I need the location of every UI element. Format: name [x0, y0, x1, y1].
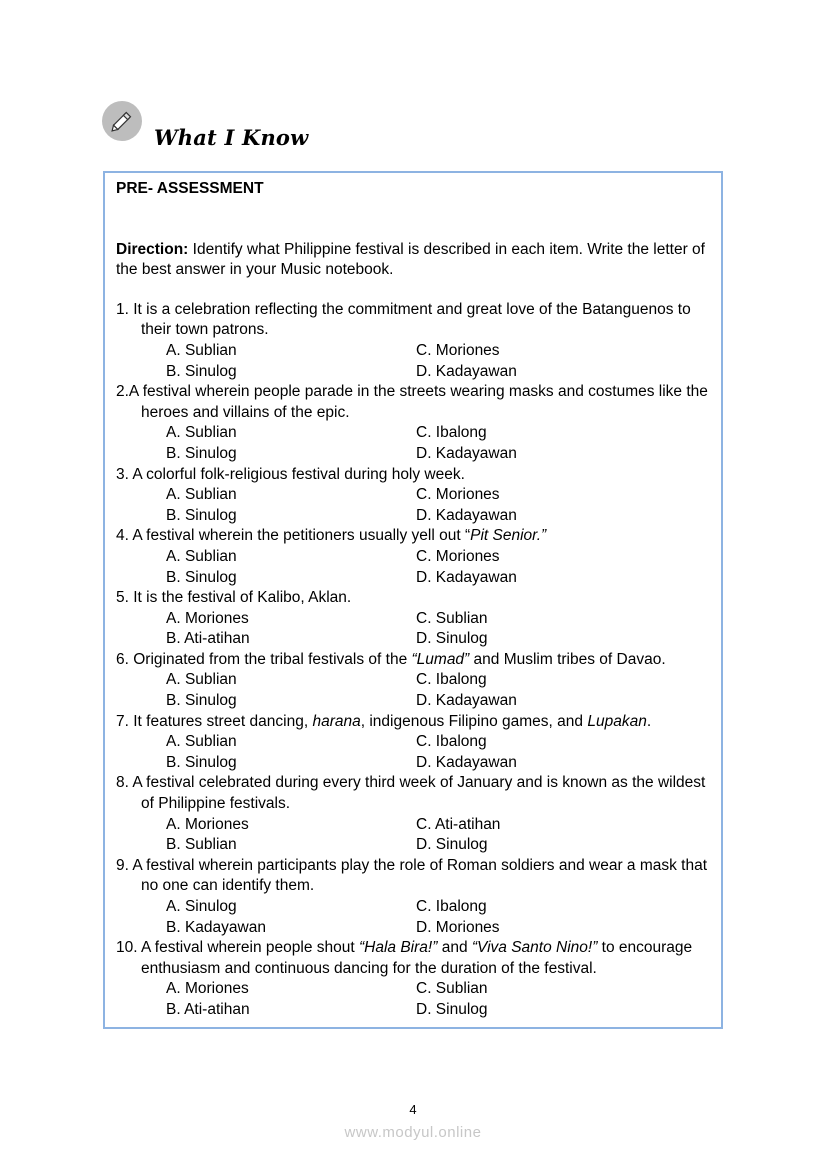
answer-option: C. Ibalong: [416, 898, 487, 915]
answer-options: [116, 341, 711, 382]
question-list: [116, 300, 711, 1021]
answer-option: B. Sinulog: [166, 753, 237, 771]
question-stem: 3. A colorful folk-religious festival during holy week.: [116, 465, 465, 483]
pencil-icon: [102, 101, 142, 141]
direction-text: [116, 240, 711, 281]
question-stem: 7. It features street dancing, harana, indigenous Filipino games, and Lupakan.: [116, 712, 652, 730]
answer-option: A. Sinulog: [166, 898, 237, 915]
answer-options: [116, 609, 711, 650]
answer-options: [116, 423, 711, 464]
answer-option: C. Moriones: [416, 341, 500, 359]
answer-options: [116, 485, 711, 526]
answer-option: D. Sinulog: [416, 1000, 488, 1018]
direction-body: Identify what Philippine festival is described in each item. Write the letter of the best answer in your Music notebook.: [116, 240, 705, 279]
answer-option: B. Sinulog: [166, 444, 237, 462]
answer-option: A. Moriones: [166, 815, 249, 833]
answer-option: C. Sublian: [416, 609, 488, 627]
answer-option: B. Ati-atihan: [166, 1000, 250, 1018]
pre-assessment-box: [103, 171, 723, 1029]
question-item: [116, 773, 711, 855]
answer-options: [116, 732, 711, 773]
answer-option: D. Kadayawan: [416, 692, 517, 710]
direction-label: Direction:: [116, 240, 189, 258]
section-title: What I Know: [154, 125, 309, 150]
question-item: [116, 856, 711, 938]
answer-option: D. Sinulog: [416, 630, 488, 648]
answer-option: D. Kadayawan: [416, 506, 517, 524]
answer-option: D. Kadayawan: [416, 362, 517, 380]
answer-option: B. Sinulog: [166, 568, 237, 586]
answer-option: D. Kadayawan: [416, 444, 517, 462]
answer-option: A. Sublian: [166, 486, 237, 504]
question-stem: 2.A festival wherein people parade in the streets wearing masks and costumes like the heroes and villains of the epic.: [116, 383, 708, 421]
question-stem: 6. Originated from the tribal festivals of the “Lumad” and Muslim tribes of Davao.: [116, 650, 666, 668]
answer-option: A. Moriones: [166, 980, 249, 998]
answer-option: D. Kadayawan: [416, 753, 517, 771]
answer-option: C. Ati-atihan: [416, 815, 501, 833]
answer-option: B. Sublian: [166, 836, 237, 854]
question-item: [116, 382, 711, 464]
question-item: [116, 712, 711, 774]
answer-option: B. Kadayawan: [166, 918, 266, 936]
answer-option: A. Sublian: [166, 547, 237, 565]
answer-option: A. Sublian: [166, 424, 237, 442]
answer-option: C. Ibalong: [416, 733, 487, 751]
answer-options: [116, 815, 711, 856]
answer-option: C. Moriones: [416, 486, 500, 504]
answer-option: D. Sinulog: [416, 836, 488, 854]
watermark: www.modyul.online: [344, 1124, 482, 1141]
answer-option: C. Ibalong: [416, 424, 487, 442]
question-stem: 1. It is a celebration reflecting the commitment and great love of the Batanguenos to their town patrons.: [116, 300, 691, 339]
assessment-heading: PRE- ASSESSMENT: [116, 180, 264, 197]
question-item: [116, 650, 711, 712]
question-item: [116, 526, 711, 588]
question-stem: 9. A festival wherein participants play the role of Roman soldiers and wear a mask that no one can identify them.: [116, 856, 708, 895]
answer-option: A. Sublian: [166, 733, 237, 751]
question-stem: 10. A festival wherein people shout “Hala Bira!” and “Viva Santo Nino!” to encourage enthusiasm and continuous dancing for the duration of the festival.: [116, 939, 693, 977]
answer-option: A. Sublian: [166, 671, 237, 689]
answer-option: B. Sinulog: [166, 362, 237, 380]
answer-option: A. Sublian: [166, 341, 237, 359]
question-item: [116, 588, 711, 650]
answer-option: C. Moriones: [416, 547, 500, 565]
answer-option: D. Moriones: [416, 918, 500, 936]
question-item: [116, 300, 711, 382]
answer-option: B. Sinulog: [166, 692, 237, 710]
question-item: [116, 938, 711, 1020]
answer-options: [116, 547, 711, 588]
answer-options: [116, 979, 711, 1020]
answer-option: C. Ibalong: [416, 671, 487, 689]
question-stem: 8. A festival celebrated during every third week of January and is known as the wildest of Philippine festivals.: [116, 774, 706, 813]
question-stem: 5. It is the festival of Kalibo, Aklan.: [116, 589, 352, 607]
question-stem: 4. A festival wherein the petitioners usually yell out “Pit Senior.”: [116, 527, 547, 545]
answer-option: A. Moriones: [166, 609, 249, 627]
answer-options: [116, 670, 711, 711]
answer-option: B. Sinulog: [166, 506, 237, 524]
answer-option: B. Ati-atihan: [166, 630, 250, 648]
answer-option: D. Kadayawan: [416, 568, 517, 586]
answer-options: [116, 897, 711, 938]
question-item: [116, 465, 711, 527]
answer-option: C. Sublian: [416, 980, 488, 998]
page-number: 4: [409, 1102, 417, 1117]
